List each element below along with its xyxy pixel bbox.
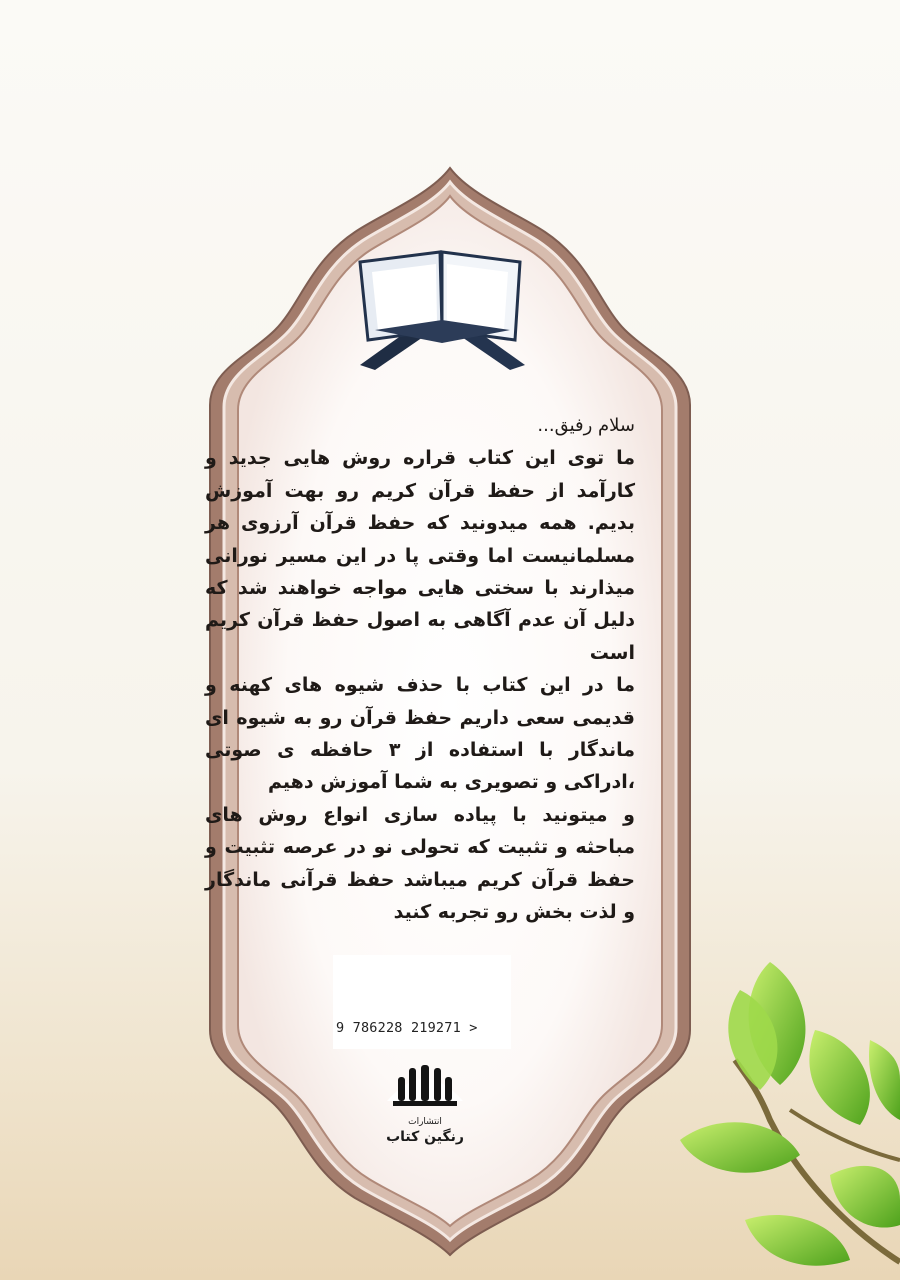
leaf-branch-decoration [680, 962, 900, 1266]
paragraph-3: و میتونید با پیاده سازی انواع روش های مباحثه و تثبیت که تحولی نو در عرصه تثبیت و حفظ قرآن کریم میباشد حفظ قرآنی ماندگار و لذت بخش رو تجربه کنید [205, 803, 635, 924]
blurb-text [205, 410, 635, 929]
publisher-name: رنگین کتاب [386, 1129, 464, 1145]
publisher-label: انتشارات [408, 1117, 442, 1127]
paragraph-1: ما توی این کتاب قراره روش هایی جدید و کارآمد از حفظ قرآن کریم رو بهت آموزش بدیم. همه میدونید که حفظ قرآن آرزوی هر مسلمانیست اما وقتی پا در این مسیر نورانی میذارند با سختی هایی مواجه خواهند شد که دلیل آن عدم آگاهی به اصول حفظ قرآن کریم است [205, 447, 635, 664]
greeting-line: سلام رفیق... [537, 415, 635, 436]
publisher-name-block [370, 1115, 480, 1145]
isbn-number: 9 786228 219271 > [336, 1020, 478, 1036]
paragraph-2: ما در این کتاب با حذف شیوه های کهنه و قدیمی سعی داریم حفظ قرآن رو به شیوه ای ماندگار با استفاده از ۳ حافظه ی صوتی ،ادراکی و تصویری به شما آموزش دهیم [205, 674, 635, 794]
